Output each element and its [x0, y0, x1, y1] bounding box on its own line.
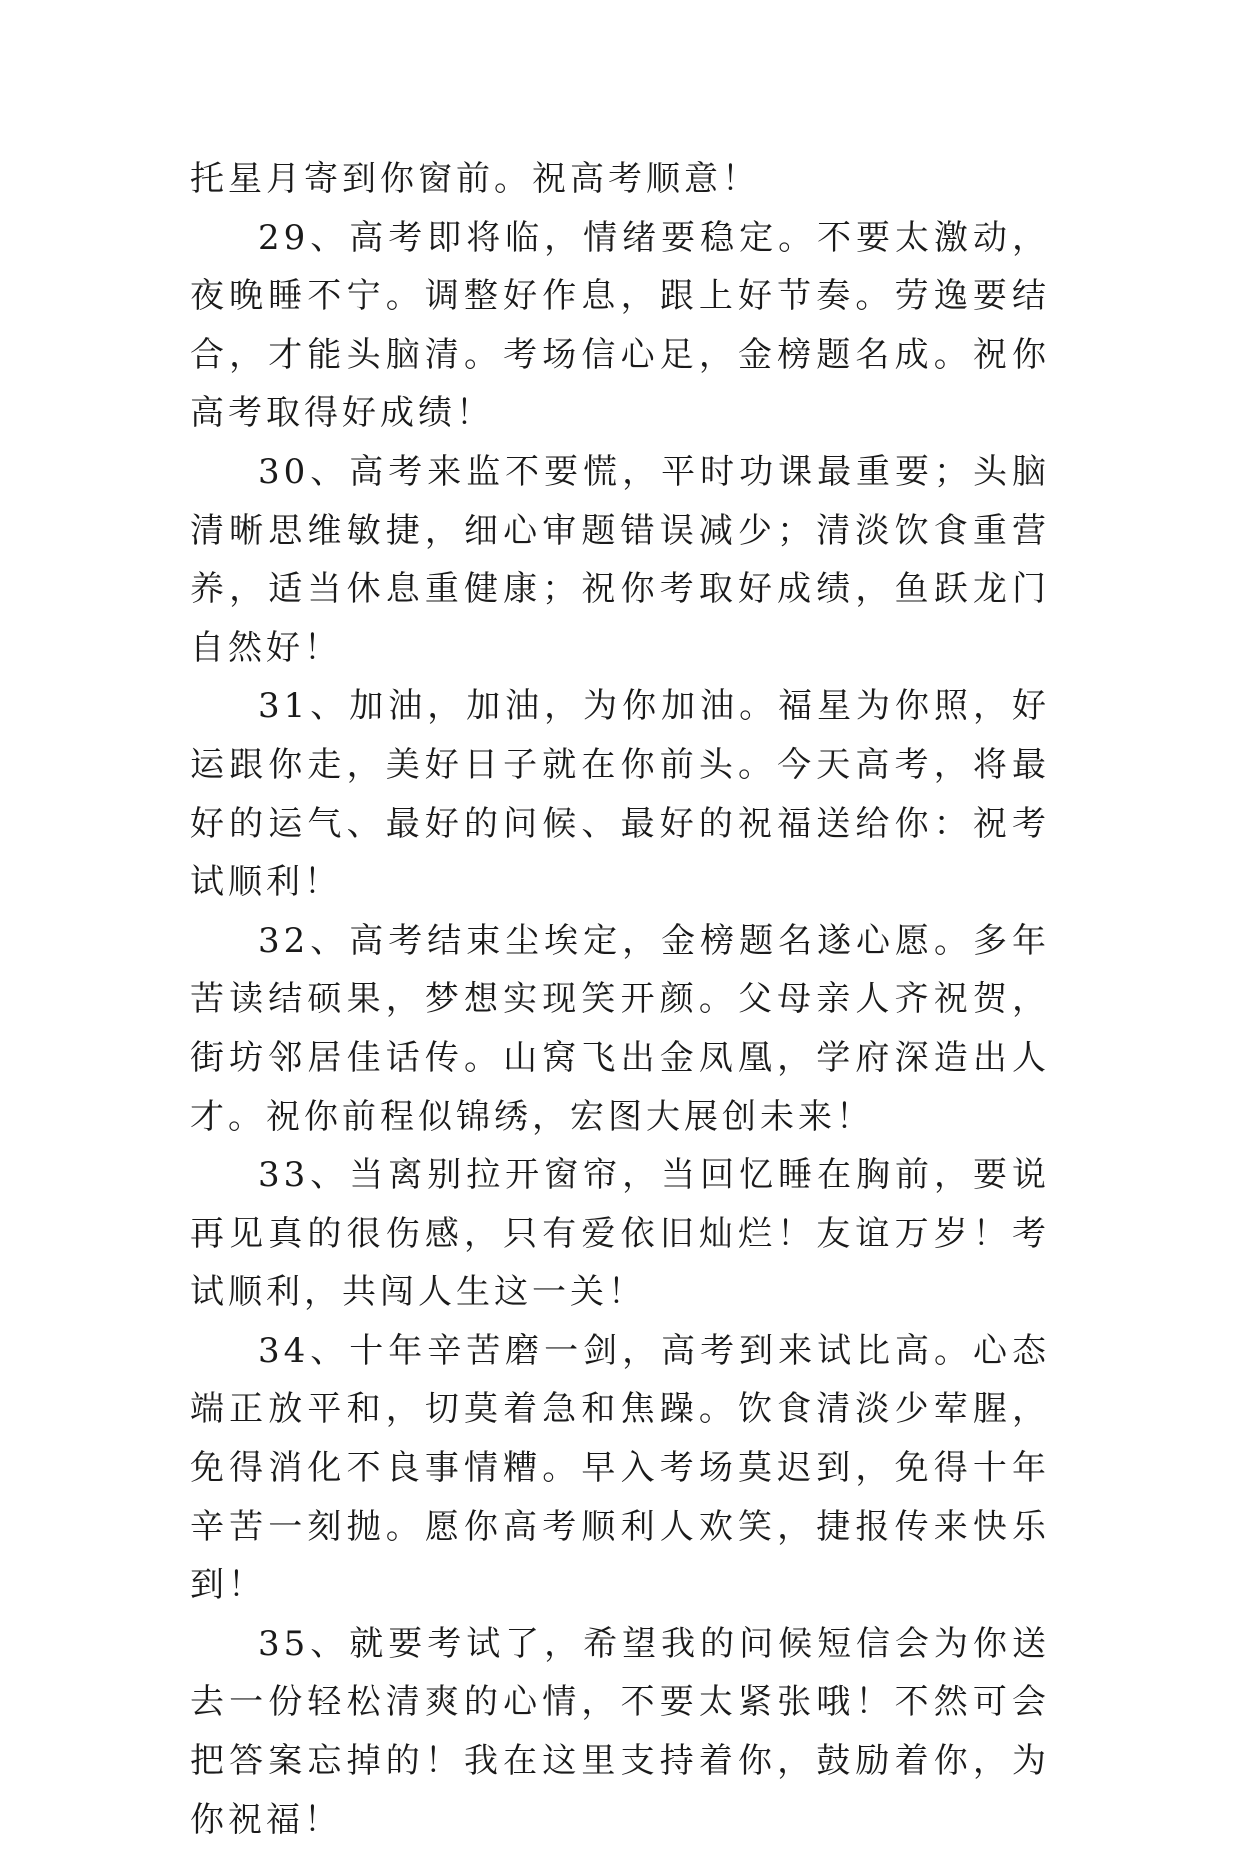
paragraph-31: 31、加油，加油，为你加油。福星为你照，好运跟你走，美好日子就在你前头。今天高考，将最好的运气、最好的问候、最好的祝福送给你：祝考试顺利！	[190, 686, 1050, 903]
paragraph-30: 30、高考来监不要慌，平时功课最重要；头脑清晰思维敏捷，细心审题错误减少；清淡饮食重营养，适当休息重健康；祝你考取好成绩，鱼跃龙门自然好！	[190, 451, 1050, 668]
paragraph-33: 33、当离别拉开窗帘，当回忆睡在胸前，要说再见真的很伤感，只有爱依旧灿烂！友谊万岁！考试顺利，共闯人生这一关！	[190, 1155, 1050, 1313]
paragraph-29: 29、高考即将临，情绪要稳定。不要太激动，夜晚睡不宁。调整好作息，跟上好节奏。劳逸要结合，才能头脑清。考场信心足，金榜题名成。祝你高考取得好成绩！	[190, 217, 1050, 434]
document-body	[190, 150, 1050, 1849]
paragraph-34: 34、十年辛苦磨一剑，高考到来试比高。心态端正放平和，切莫着急和焦躁。饮食清淡少荤腥，免得消化不良事情糟。早入考场莫迟到，免得十年辛苦一刻抛。愿你高考顺利人欢笑，捷报传来快乐到！	[190, 1330, 1050, 1606]
paragraph-35: 35、就要考试了，希望我的问候短信会为你送去一份轻松清爽的心情，不要太紧张哦！不然可会把答案忘掉的！我在这里支持着你，鼓励着你，为你祝福！	[190, 1623, 1050, 1840]
paragraph-32: 32、高考结束尘埃定，金榜题名遂心愿。多年苦读结硕果，梦想实现笑开颜。父母亲人齐祝贺，街坊邻居佳话传。山窝飞出金凤凰，学府深造出人才。祝你前程似锦绣，宏图大展创未来！	[190, 920, 1050, 1137]
paragraph-continuation: 托星月寄到你窗前。祝高考顺意！	[190, 159, 760, 199]
